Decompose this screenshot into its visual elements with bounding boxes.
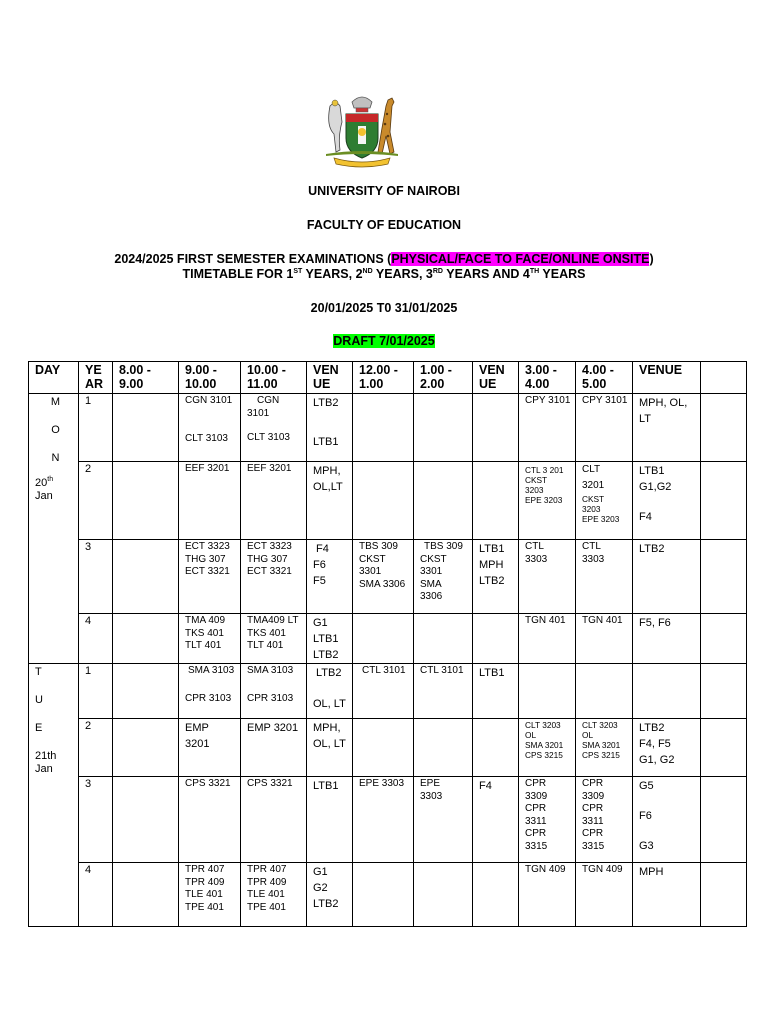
day-cell-monday: M O N 20th Jan — [29, 394, 79, 664]
header-venue-2: VEN UE — [473, 362, 519, 394]
exam-cell: CTL 3101 — [353, 664, 414, 719]
draft-label: DRAFT 7/01/2025 — [333, 334, 435, 348]
table-row — [29, 462, 747, 540]
exam-cell: EPE 3303 — [414, 777, 473, 863]
exam-cell: CGN 3101 CLT 3103 — [241, 394, 307, 462]
venue-cell: LTB2 — [633, 540, 701, 614]
header-venue-1: VEN UE — [307, 362, 353, 394]
venue-cell: F4 — [473, 777, 519, 863]
exam-cell: EPE 3303 — [353, 777, 414, 863]
year-cell: 1 — [79, 394, 113, 462]
venue-cell: MPH, OL, LT — [307, 719, 353, 777]
header-venue-3: VENUE — [633, 362, 701, 394]
exam-cell: CPR 3309 CPR 3311 CPR 3315 — [576, 777, 633, 863]
venue-cell: MPH, OL,LT — [307, 462, 353, 540]
exam-cell: EMP 3201 — [241, 719, 307, 777]
venue-cell: LTB1 — [473, 664, 519, 719]
venue-cell: LTB1 G1,G2 F4 — [633, 462, 701, 540]
header-row — [29, 362, 747, 394]
exam-cell: EMP 3201 — [179, 719, 241, 777]
exam-timetable — [28, 361, 747, 927]
university-name: UNIVERSITY OF NAIROBI — [308, 184, 460, 198]
venue-cell: LTB2 F4, F5 G1, G2 — [633, 719, 701, 777]
header-9-10: 9.00 - 10.00 — [179, 362, 241, 394]
exam-cell: CLT 3201 CKST 3203 EPE 3203 — [576, 462, 633, 540]
faculty-name: FACULTY OF EDUCATION — [306, 218, 462, 232]
year-cell: 4 — [79, 614, 113, 664]
table-row — [29, 863, 747, 927]
timetable-subtitle: TIMETABLE FOR 1ST YEARS, 2ND YEARS, 3RD YEARS AND 4TH YEARS — [182, 267, 586, 281]
year-cell: 2 — [79, 462, 113, 540]
exam-mode-highlight: PHYSICAL/FACE TO FACE/ONLINE ONSITE — [391, 252, 650, 266]
exam-cell: TBS 309 CKST 3301 SMA 3306 — [414, 540, 473, 614]
table-row — [29, 394, 747, 462]
year-cell: 3 — [79, 777, 113, 863]
exam-cell: TBS 309 CKST 3301 SMA 3306 — [353, 540, 414, 614]
venue-cell: LTB2 OL, LT — [307, 664, 353, 719]
header-blank — [701, 362, 747, 394]
header-year: YE AR — [79, 362, 113, 394]
university-crest-logo — [316, 92, 408, 168]
exam-cell: CPS 3321 — [179, 777, 241, 863]
header-12-1: 12.00 - 1.00 — [353, 362, 414, 394]
day-cell-tuesday: T U E 21th Jan — [29, 664, 79, 927]
exam-cell: TGN 401 — [519, 614, 576, 664]
venue-cell: F5, F6 — [633, 614, 701, 664]
venue-cell: LTB1 — [307, 777, 353, 863]
exam-cell: CPY 3101 — [519, 394, 576, 462]
year-cell: 1 — [79, 664, 113, 719]
venue-cell: G5 F6 G3 — [633, 777, 701, 863]
exam-cell: CPR 3309 CPR 3311 CPR 3315 — [519, 777, 576, 863]
exam-cell: TPR 407 TPR 409 TLE 401 TPE 401 — [179, 863, 241, 927]
exam-cell: TMA409 LT TKS 401 TLT 401 — [241, 614, 307, 664]
venue-cell: MPH, OL, LT — [633, 394, 701, 462]
exam-cell: SMA 3103 CPR 3103 — [179, 664, 241, 719]
venue-cell: G1 G2 LTB2 — [307, 863, 353, 927]
header-day: DAY — [29, 362, 79, 394]
exam-cell: CLT 3203 OL SMA 3201 CPS 3215 — [576, 719, 633, 777]
year-cell: 2 — [79, 719, 113, 777]
exam-cell: TMA 409 TKS 401 TLT 401 — [179, 614, 241, 664]
venue-cell: F4 F6 F5 — [307, 540, 353, 614]
exam-cell: CPS 3321 — [241, 777, 307, 863]
venue-cell: MPH — [633, 863, 701, 927]
table-row — [29, 614, 747, 664]
venue-cell: LTB2 LTB1 — [307, 394, 353, 462]
exam-cell: CTL 3101 — [414, 664, 473, 719]
exam-cell: CPY 3101 — [576, 394, 633, 462]
exam-cell: CTL 3303 — [519, 540, 576, 614]
header-4-5: 4.00 - 5.00 — [576, 362, 633, 394]
table-row — [29, 719, 747, 777]
exam-cell: CTL 3303 — [576, 540, 633, 614]
header-1-2: 1.00 - 2.00 — [414, 362, 473, 394]
exam-cell: TGN 409 — [576, 863, 633, 927]
exam-cell: TPR 407 TPR 409 TLE 401 TPE 401 — [241, 863, 307, 927]
venue-cell: G1 LTB1 LTB2 — [307, 614, 353, 664]
exam-cell: CTL 3 201 CKST 3203 EPE 3203 — [519, 462, 576, 540]
header-8-9: 8.00 - 9.00 — [113, 362, 179, 394]
exam-cell: CLT 3203 OL SMA 3201 CPS 3215 — [519, 719, 576, 777]
exam-cell: EEF 3201 — [179, 462, 241, 540]
table-row — [29, 777, 747, 863]
exam-cell: ECT 3323 THG 307 ECT 3321 — [179, 540, 241, 614]
header-3-4: 3.00 - 4.00 — [519, 362, 576, 394]
exam-cell: TGN 401 — [576, 614, 633, 664]
year-cell: 3 — [79, 540, 113, 614]
exam-cell: ECT 3323 THG 307 ECT 3321 — [241, 540, 307, 614]
exam-title: 2024/2025 FIRST SEMESTER EXAMINATIONS (PHYSICAL/FACE TO FACE/ONLINE ONSITE) — [114, 252, 654, 266]
exam-cell: SMA 3103 CPR 3103 — [241, 664, 307, 719]
exam-cell: EEF 3201 — [241, 462, 307, 540]
table-row — [29, 664, 747, 719]
exam-cell: CGN 3101 CLT 3103 — [179, 394, 241, 462]
table-row — [29, 540, 747, 614]
year-cell: 4 — [79, 863, 113, 927]
header-10-11: 10.00 - 11.00 — [241, 362, 307, 394]
venue-cell: LTB1 MPH LTB2 — [473, 540, 519, 614]
exam-cell: TGN 409 — [519, 863, 576, 927]
date-range: 20/01/2025 T0 31/01/2025 — [310, 301, 458, 315]
